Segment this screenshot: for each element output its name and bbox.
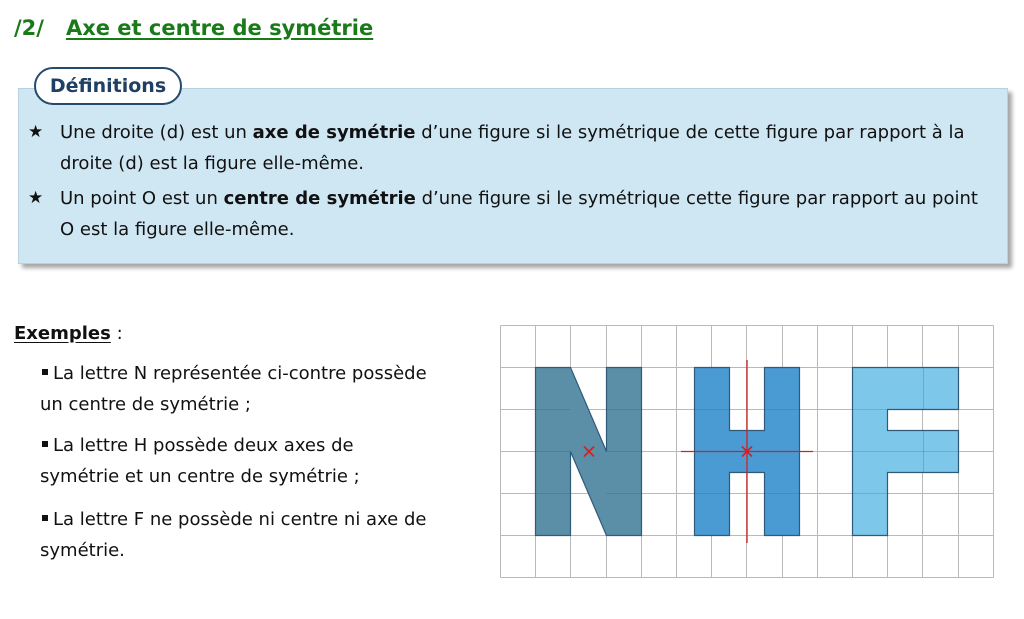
square-bullet-icon [42, 441, 48, 447]
examples-heading: Exemples : [14, 323, 123, 344]
section-title: Axe et centre de symétrie [65, 16, 374, 40]
examples-title: Exemples [14, 323, 111, 344]
star-bullet-icon: ★ [28, 188, 44, 208]
example-item-n: La lettre N représentée ci-contre possède un centre de symétrie ; [40, 363, 427, 415]
definition-axis: ★ Une droite (d) est un axe de symétrie d’une figure si le symétrique de cette figure par rapport à la droite (d) est la figure elle-même. [60, 117, 980, 179]
section-number: /2/ [14, 16, 44, 40]
definitions-label: Définitions [34, 67, 182, 105]
section-heading [14, 16, 373, 40]
example-item-f: La lettre F ne possède ni centre ni axe de symétrie. [40, 509, 427, 561]
term-center: centre de symétrie [223, 188, 416, 209]
square-bullet-icon [42, 515, 48, 521]
term-axis: axe de symétrie [252, 122, 416, 143]
example-item-h: La lettre H possède deux axes de symétrie et un centre de symétrie ; [40, 435, 360, 487]
letters-grid-figure [500, 325, 996, 578]
star-bullet-icon: ★ [28, 122, 44, 142]
square-bullet-icon [42, 369, 48, 375]
definition-center: ★ Un point O est un centre de symétrie d’une figure si le symétrique cette figure par rapport au point O est la figure elle-même. [60, 183, 980, 245]
